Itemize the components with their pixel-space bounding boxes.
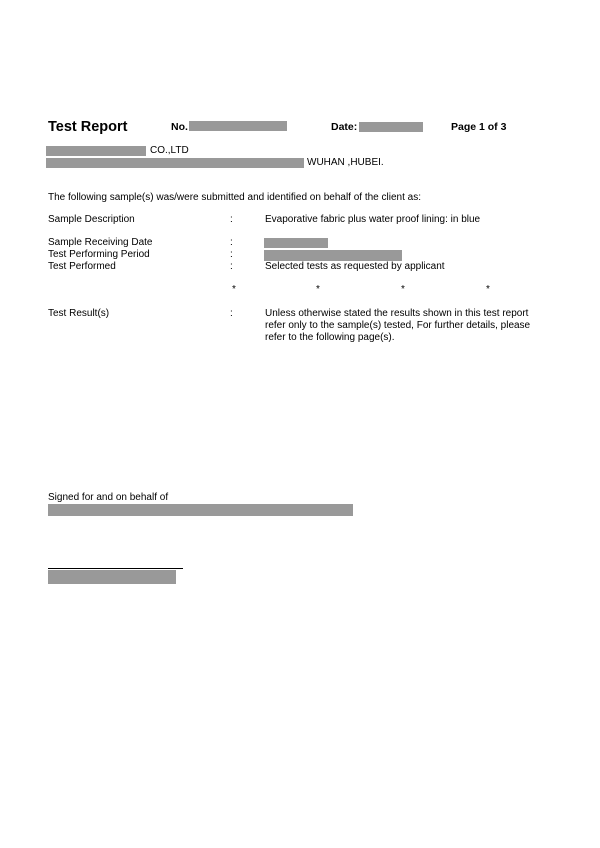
star-marker: * xyxy=(486,284,490,295)
test-results-text: Unless otherwise stated the results shown in this test report refer only to the sample(s) tested, For further details, please refer to the following page(s). xyxy=(265,308,531,343)
redacted-company-name xyxy=(46,146,146,156)
sample-description-label: Sample Description xyxy=(48,214,135,225)
colon: : xyxy=(230,237,233,248)
colon: : xyxy=(230,214,233,225)
colon: : xyxy=(230,308,233,319)
redacted-report-number xyxy=(189,121,287,131)
company-suffix: CO.,LTD xyxy=(150,145,189,156)
colon: : xyxy=(230,261,233,272)
redacted-performing-period xyxy=(264,250,402,261)
intro-text: The following sample(s) was/were submitted and identified on behalf of the client as: xyxy=(48,192,421,203)
redacted-date xyxy=(359,122,423,132)
report-number-label: No. xyxy=(171,121,188,133)
signed-on-behalf-label: Signed for and on behalf of xyxy=(48,492,169,503)
test-results-label: Test Result(s) xyxy=(48,308,110,319)
colon: : xyxy=(230,249,233,260)
signature-line xyxy=(48,568,183,569)
sample-description-value: Evaporative fabric plus water proof lining: in blue xyxy=(265,214,481,225)
star-marker: * xyxy=(401,284,405,295)
report-title: Test Report xyxy=(48,119,128,135)
receiving-date-label: Sample Receiving Date xyxy=(48,237,153,248)
redacted-receiving-date xyxy=(264,238,328,248)
star-marker: * xyxy=(316,284,320,295)
address-suffix: WUHAN ,HUBEI. xyxy=(307,157,384,168)
date-label: Date: xyxy=(331,121,358,133)
test-performed-label: Test Performed xyxy=(48,261,116,272)
performing-period-label: Test Performing Period xyxy=(48,249,150,260)
redacted-signatory-company xyxy=(48,504,353,516)
page-indicator: Page 1 of 3 xyxy=(451,121,507,133)
redacted-signatory-name xyxy=(48,570,176,584)
star-marker: * xyxy=(232,284,236,295)
test-performed-value: Selected tests as requested by applicant xyxy=(265,261,445,272)
redacted-address xyxy=(46,158,304,168)
